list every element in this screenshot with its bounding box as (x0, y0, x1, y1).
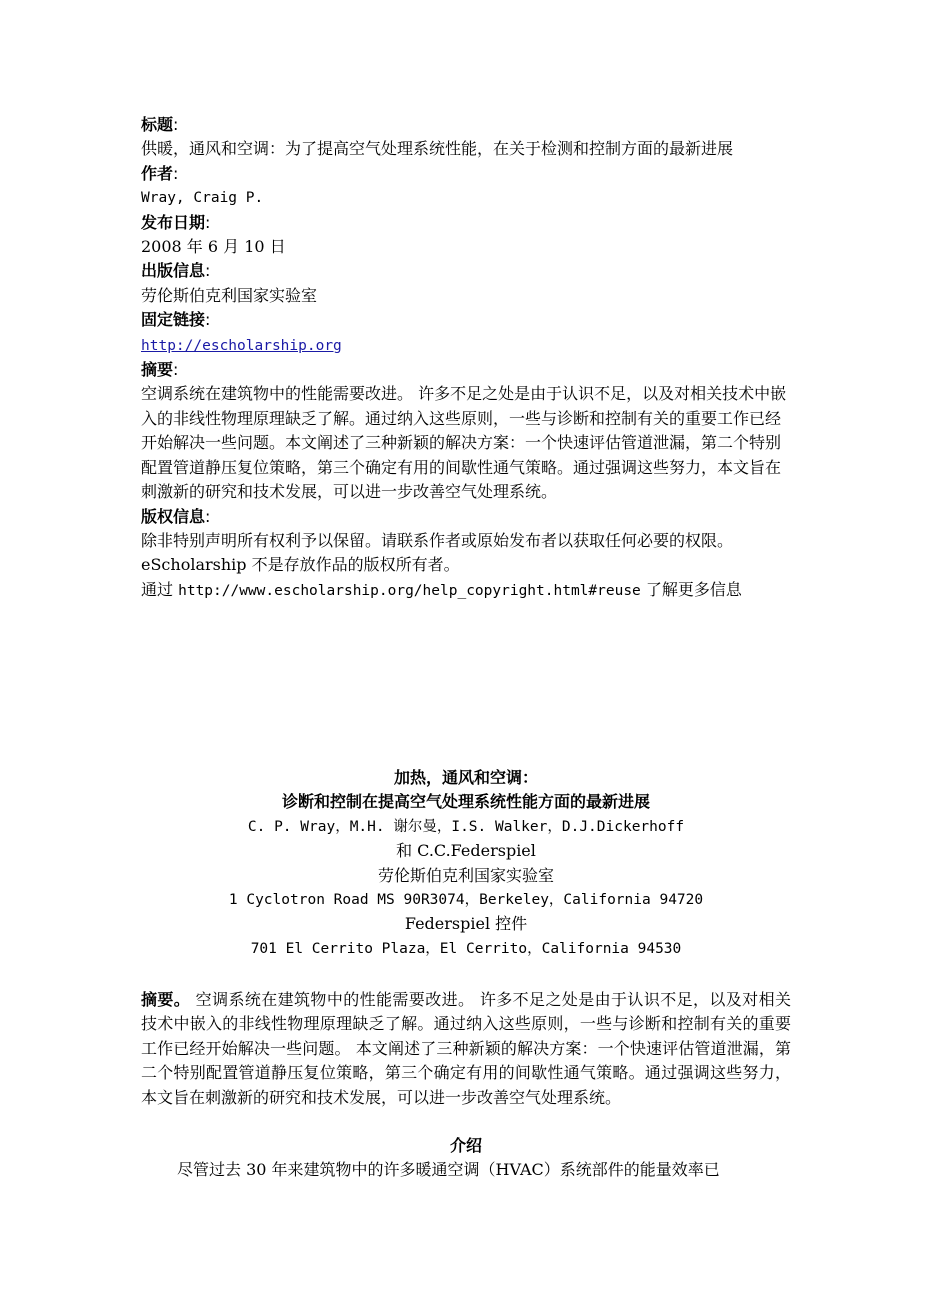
address-1: 1 Cyclotron Road MS 90R3074，Berkeley，California 94720 (228, 892, 704, 909)
paper-authors-line1: C. P. Wray，M.H. 谢尔曼，I.S. Walker，D.J.Dickerhoff (247, 818, 685, 835)
abstract-label: 摘要: (141, 360, 179, 380)
copyright-label: 版权信息: (141, 506, 211, 526)
author-label: 作者: (141, 163, 179, 183)
address-2: 701 El Cerrito Plaza，El Cerrito，California 94530 (250, 940, 682, 957)
permalink-field (141, 308, 791, 358)
paper-abstract (141, 988, 791, 1110)
paper-header (141, 766, 791, 961)
abstract-value: 空调系统在建筑物中的性能需要改进。 许多不足之处是由于认识不足，以及对相关技术中嵌入的非线性物理原理缺乏了解。通过纳入这些原则，一些与诊断和控制有关的重要工作已经开始解决一些问题。本文阐述了三种新颖的解决方案：一个快速评估管道泄漏，第二个特别配置管道静压复位策略，第三个确定有用的间歇性通气策略。通过强调这些努力，本文旨在刺激新的研究和技术发展，可以进一步改善空气处理系统。 (141, 384, 787, 502)
permalink-label: 固定链接: (141, 310, 211, 330)
abstract-field (141, 358, 791, 504)
title-value: 供暖，通风和空调：为了提高空气处理系统性能，在关于检测和控制方面的最新进展 (141, 139, 734, 159)
paper-title-line1: 加热，通风和空调： (393, 768, 538, 787)
more-info-line: 通过 http://www.escholarship.org/help_copyright.html#reuse 了解更多信息 (141, 579, 742, 599)
copyright-field (141, 505, 791, 604)
publisher-label: 出版信息: (141, 261, 211, 281)
permalink-link[interactable]: http://escholarship.org (141, 337, 342, 354)
date-label: 发布日期: (141, 212, 211, 232)
copyright-value: 除非特别声明所有权利予以保留。请联系作者或原始发布者以获取任何必要的权限。 eScholarship 不是存放作品的版权所有者。 (141, 530, 734, 575)
paper-title-line2: 诊断和控制在提高空气处理系统性能方面的最新进展 (281, 792, 650, 812)
author-value: Wray, Craig P. (141, 190, 264, 207)
date-field (141, 211, 791, 260)
title-label: 标题: (141, 115, 179, 134)
metadata-block (141, 113, 791, 603)
paper-authors-line2: 和 C.C.Federspiel (396, 841, 536, 861)
paper-abstract-label: 摘要。 (141, 990, 191, 1009)
paper-abstract-text: 空调系统在建筑物中的性能需要改进。 许多不足之处是由于认识不足，以及对相关技术中嵌入的非线性物理原理缺乏了解。通过纳入这些原则，一些与诊断和控制有关的重要工作已经开始解决一些问题。 本文阐述了三种新颖的解决方案：一个快速评估管道泄漏，第二个特别配置管道静压复位策略，第三个确定有用的间歇性通气策略。通过强调这些努力，本文旨在刺激新的研究和技术发展，可以进一步改善空气处理系统。 (141, 990, 791, 1107)
intro-heading: 介绍 (449, 1136, 482, 1155)
intro-paragraph: 尽管过去 30 年来建筑物中的许多暖通空调（HVAC）系统部件的能量效率已 (177, 1160, 720, 1179)
publisher-field (141, 259, 791, 308)
title-field (141, 113, 791, 162)
author-field (141, 162, 791, 211)
affiliation-1: 劳伦斯伯克利国家实验室 (377, 865, 554, 885)
copyright-url: http://www.escholarship.org/help_copyright.html#reuse (178, 582, 641, 599)
affiliation-2: Federspiel 控件 (404, 914, 528, 934)
publisher-value: 劳伦斯伯克利国家实验室 (141, 285, 318, 305)
date-value: 2008 年 6 月 10 日 (141, 237, 286, 257)
